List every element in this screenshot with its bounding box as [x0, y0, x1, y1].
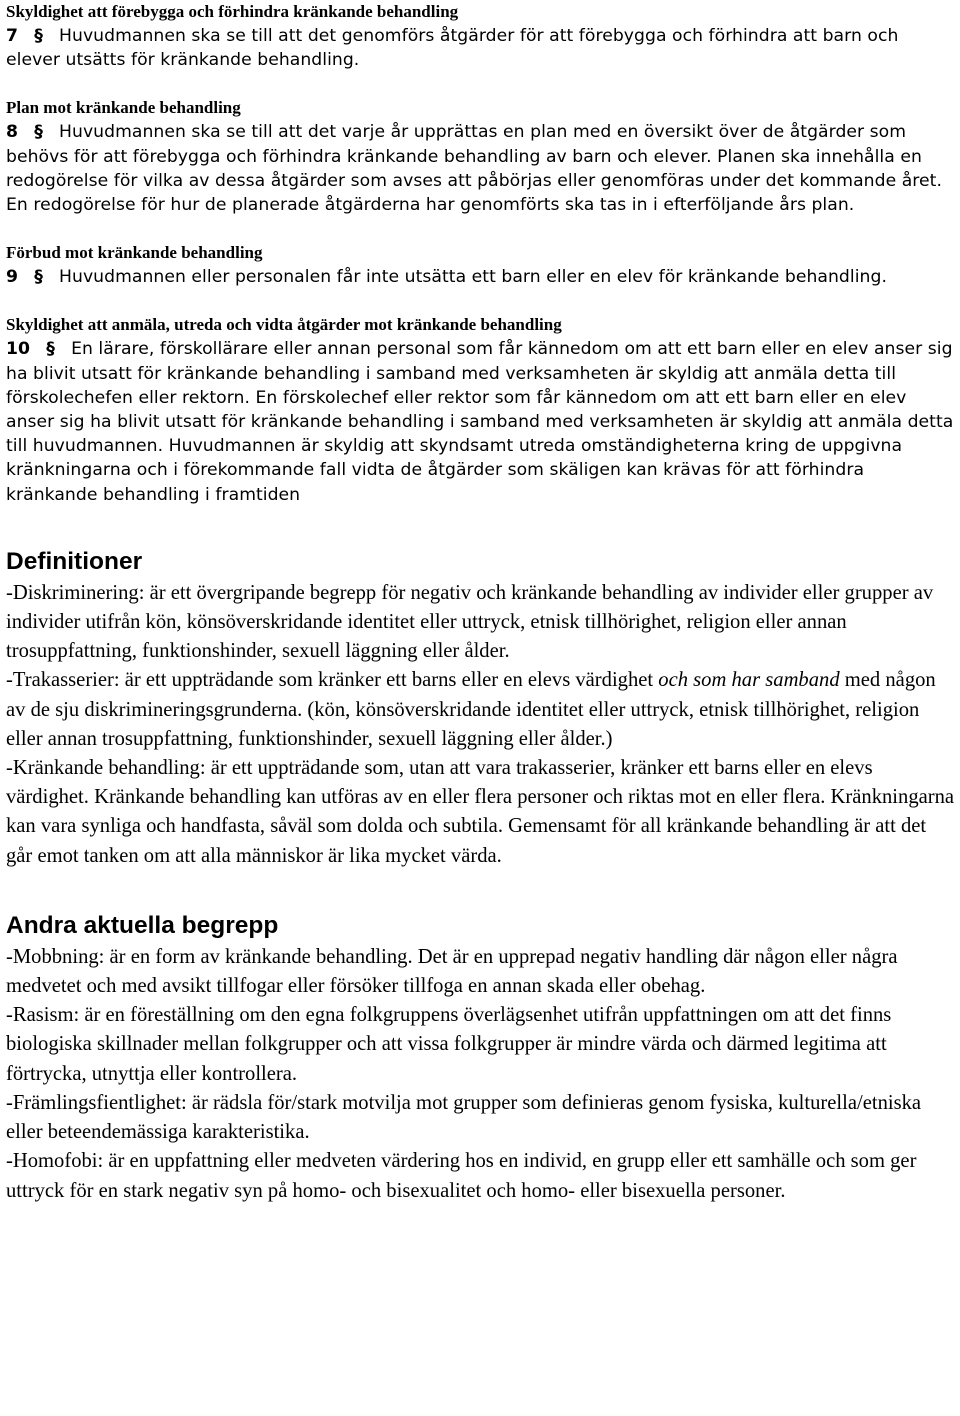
law-section-8 — [6, 96, 956, 217]
term-framlingsfientlighet: -Främlingsfientlighet: är rädsla för/stark motvilja mot grupper som definieras genom fysiska, kulturella/etniska eller beteendemässiga karakteristika. — [6, 1091, 922, 1144]
trakasserier-text-end: med någon av de sju diskrimineringsgrunderna. (kön, könsöverskridande identitet eller uttryck, etnisk tillhörighet, religion eller annan trosuppfattning, funktionshinder, sexuell läggning eller ålder.) — [6, 669, 936, 750]
section-body — [6, 265, 956, 289]
section-body — [6, 337, 956, 506]
paragraph-number: 8 — [6, 122, 19, 143]
law-section-7 — [6, 0, 956, 72]
section-symbol: § — [34, 122, 43, 143]
term-mobbning: -Mobbning: är en form av kränkande behandling. Det är en upprepad negativ handling där någon eller några medvetet och med avsikt tillfogar eller försöker tillfoga en annan skada eller obehag. — [6, 945, 898, 998]
definition-trakasserier — [6, 666, 956, 754]
term-homofobi: -Homofobi: är en uppfattning eller medveten värdering hos en individ, en grupp eller ett samhälle och som ger uttryck för en stark negativ syn på homo- och bisexualitet och homo- eller bisexuella personer. — [6, 1150, 917, 1202]
section-body — [6, 120, 956, 217]
paragraph-number: 7 — [6, 26, 19, 46]
definition-krankande-behandling: -Kränkande behandling: är ett uppträdande som, utan att vara trakasserier, kränker ett barns eller en elevs värdighet. Kränkande behandling kan utföras av en eller flera personer och riktas mot en eller flera. Kränkningarna kan vara synliga och handfasta, såväl som dolda och subtila. Gemensamt för all kränkande behandling är att det går emot tanken om att alla människor är lika mycket värda. — [6, 757, 955, 867]
section-symbol: § — [34, 267, 43, 288]
document-page — [6, 0, 956, 1206]
trakasserier-text-start: -Trakasserier: är ett uppträdande som kränker ett barns eller en elevs värdighet — [6, 669, 659, 692]
definitions-title: Definitioner — [6, 547, 143, 575]
other-terms-title: Andra aktuella begrepp — [6, 911, 279, 939]
section-heading: Förbud mot kränkande behandling — [6, 243, 263, 263]
definitions-section — [6, 547, 956, 871]
section-text: Huvudmannen ska se till att det genomförs åtgärder för att förebygga och förhindra att barn och elever utsätts för kränkande behandling. — [6, 26, 899, 71]
law-section-10 — [6, 313, 956, 506]
section-symbol: § — [34, 26, 43, 46]
trakasserier-italic: och som har samband — [658, 669, 840, 692]
section-symbol: § — [46, 339, 55, 360]
paragraph-number: 10 — [6, 339, 31, 360]
definition-diskriminering: -Diskriminering: är ett övergripande begrepp för negativ och kränkande behandling av individer eller grupper av individer utifrån kön, könsöverskridande identitet eller uttryck, etnisk tillhörighet, religion eller annan trosuppfattning, funktionshinder, sexuell läggning eller ålder. — [6, 581, 934, 663]
section-body — [6, 24, 956, 72]
section-text: Huvudmannen eller personalen får inte utsätta ett barn eller en elev för kränkande behandling. — [59, 267, 887, 288]
section-text: Huvudmannen ska se till att det varje år upprättas en plan med en översikt över de åtgärder som behövs för att förebygga och förhindra kränkande behandling av barn och elever. Planen ska innehålla en redogörelse för vilka av dessa åtgärder som avses att påbörjas eller genomföras under det kommande året. En redogörelse för hur de planerade åtgärderna har genomförts ska tas in i efterföljande års plan. — [6, 122, 942, 216]
section-heading: Skyldighet att förebygga och förhindra kränkande behandling — [6, 2, 459, 21]
law-section-9 — [6, 241, 956, 289]
section-heading: Skyldighet att anmäla, utreda och vidta åtgärder mot kränkande behandling — [6, 315, 562, 335]
paragraph-number: 9 — [6, 267, 19, 288]
term-rasism: -Rasism: är en föreställning om den egna folkgruppens överlägsenhet utifrån uppfattningen om att det finns biologiska skillnader mellan folkgrupper och att vissa folkgrupper är mindre värda och därmed legitima att förtrycka, utnyttja eller kontrollera. — [6, 1004, 892, 1085]
other-terms-section — [6, 911, 956, 1206]
section-text: En lärare, förskollärare eller annan personal som får kännedom om att ett barn eller en elev anser sig ha blivit utsatt för kränkande behandling i samband med verksamheten är skyldig att anmäla detta till förskolechefen eller rektorn. En förskolechef eller rektor som får kännedom om att ett barn eller en elev anser sig ha blivit utsatt för kränkande behandling i samband med verksamheten är skyldig att anmäla detta till huvudmannen. Huvudmannen är skyldig att skyndsamt utreda omständigheterna kring de uppgivna kränkningarna och i förekommande fall vidta de åtgärder som skäligen kan krävas för att förhindra kränkande behandling i framtiden — [6, 339, 954, 505]
section-heading: Plan mot kränkande behandling — [6, 98, 241, 118]
